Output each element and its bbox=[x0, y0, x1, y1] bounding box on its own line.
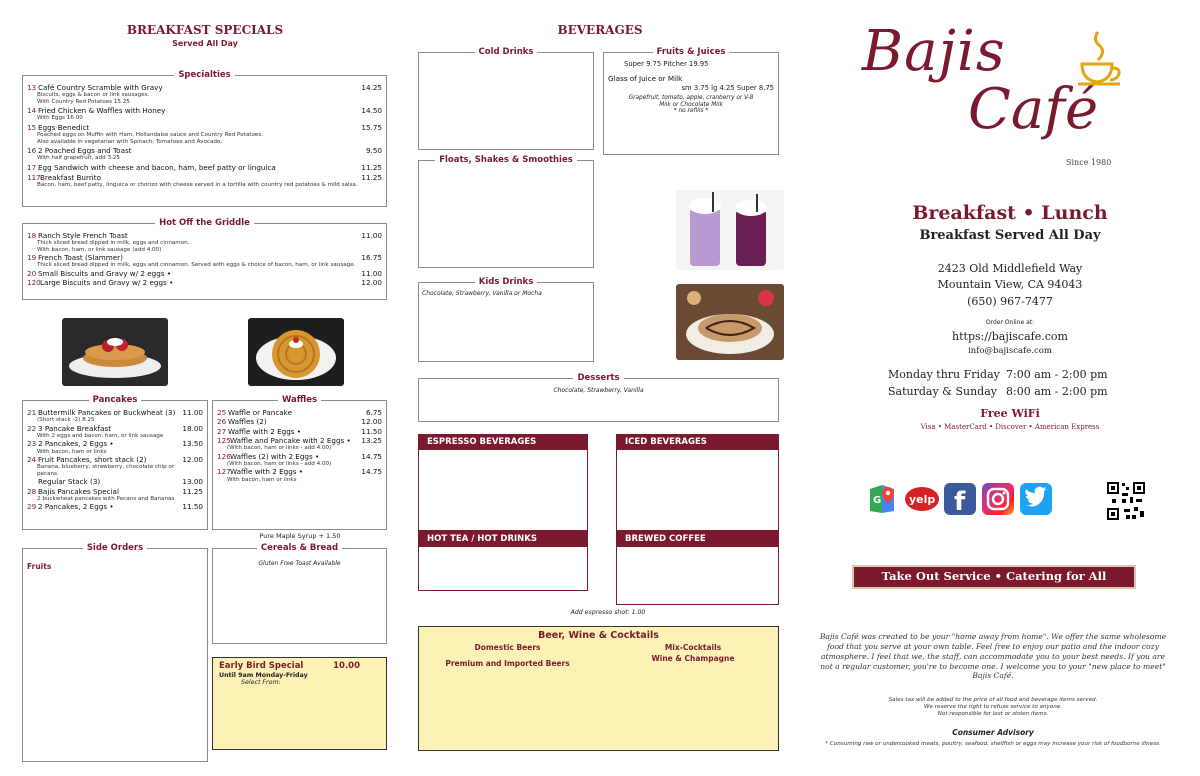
email-link[interactable]: info@bajiscafe.com bbox=[968, 346, 1052, 356]
menu-item-price: 12.00 bbox=[361, 278, 382, 288]
gluten-free-note: Gluten Free Toast Available bbox=[258, 560, 341, 567]
menu-item bbox=[27, 107, 382, 122]
menu-item-row bbox=[27, 232, 382, 240]
mix-title: Mix-Cocktails bbox=[664, 642, 722, 652]
beer-wine-box bbox=[418, 626, 779, 751]
instagram-icon[interactable] bbox=[982, 483, 1014, 515]
juice-note-3: * no refills * bbox=[673, 108, 709, 115]
since-1980: Since 1980 bbox=[1066, 158, 1112, 167]
menu-item-price: 12.00 bbox=[361, 417, 382, 427]
menu-item-row bbox=[27, 164, 382, 172]
menu-item-left bbox=[217, 418, 267, 426]
desserts-box bbox=[418, 373, 779, 422]
menu-item bbox=[217, 468, 382, 483]
menu-item-name: Small Biscuits and Gravy w/ 2 eggs • bbox=[38, 268, 172, 278]
menu-item-name: Bajis Pancakes Special bbox=[38, 486, 119, 496]
menu-item bbox=[27, 147, 382, 162]
cereals-box bbox=[212, 543, 387, 644]
menu-item-name: Ranch Style French Toast bbox=[38, 231, 128, 240]
menu-item bbox=[217, 418, 382, 426]
menu-item-number: 25 bbox=[217, 408, 227, 417]
menu-item-price: 15.75 bbox=[361, 122, 382, 132]
pancakes-box bbox=[22, 395, 208, 530]
menu-item-name: 2 Pancakes, 2 Eggs • bbox=[38, 439, 114, 449]
menu-item-description: With bacon, ham or links bbox=[37, 448, 107, 455]
menu-item-name: Waffles (2) with 2 Eggs • bbox=[230, 451, 320, 461]
menu-item-left bbox=[27, 456, 147, 464]
cards-accepted: Visa • MasterCard • Discover • American Express bbox=[920, 423, 1100, 431]
menu-item-left bbox=[217, 437, 351, 445]
menu-item-number: 15 bbox=[27, 122, 37, 132]
specialties-box bbox=[22, 70, 387, 207]
address-line2: Mountain View, CA 94043 bbox=[937, 278, 1083, 291]
facebook-icon[interactable] bbox=[944, 483, 976, 515]
menu-item bbox=[27, 503, 203, 511]
espresso-title: ESPRESSO BEVERAGES bbox=[419, 435, 587, 450]
wine-title: Wine & Champagne bbox=[651, 653, 735, 663]
menu-item-name: 2 Pancakes, 2 Eggs • bbox=[38, 502, 114, 512]
menu-item-row bbox=[27, 488, 203, 496]
menu-item-left bbox=[27, 409, 175, 417]
menu-item-left bbox=[27, 279, 173, 287]
early-bird-until: Until 9am Monday-Friday bbox=[219, 671, 308, 679]
menu-item-row bbox=[27, 409, 203, 417]
juice-note-2: Milk or Chocolate Milk bbox=[659, 101, 723, 108]
qr-code-icon[interactable] bbox=[1106, 481, 1146, 521]
iced-title: ICED BEVERAGES bbox=[617, 435, 778, 450]
waffle-photo bbox=[248, 318, 344, 386]
menu-item-name: Egg Sandwich with cheese and bacon, ham, beef patty or linguica bbox=[38, 162, 276, 172]
menu-item-price: 11.00 bbox=[361, 268, 382, 278]
menu-item bbox=[217, 437, 382, 452]
menu-item-left bbox=[27, 425, 111, 433]
menu-item-number: 17 bbox=[27, 162, 37, 172]
menu-item-description: With bacon, ham or links bbox=[227, 476, 297, 483]
menu-item bbox=[27, 279, 382, 287]
menu-item-number: 125 bbox=[217, 435, 231, 445]
menu-item-description: Poached eggs on Muffin with Ham, Hollandaise sauce and Country Red Potatoes. bbox=[37, 132, 264, 139]
cereals-title: Cereals & Bread bbox=[257, 543, 342, 553]
menu-item-price: 12.00 bbox=[182, 455, 203, 465]
menu-item bbox=[27, 164, 382, 172]
menu-item bbox=[217, 453, 382, 468]
maple-syrup-note: Pure Maple Syrup + 1.50 bbox=[259, 532, 341, 540]
menu-item-number: 20 bbox=[27, 268, 37, 278]
address-line1: 2423 Old Middlefield Way bbox=[937, 262, 1083, 275]
twitter-icon[interactable] bbox=[1020, 483, 1052, 515]
menu-item-row bbox=[27, 147, 382, 155]
domestic-title: Domestic Beers bbox=[474, 642, 541, 652]
menu-item-row bbox=[27, 425, 203, 433]
shakes-photo bbox=[676, 190, 784, 270]
menu-item-row bbox=[27, 279, 382, 287]
hours-weekend-time: 8:00 am - 2:00 pm bbox=[1006, 385, 1108, 398]
glass-juice: Glass of Juice or Milk bbox=[608, 73, 683, 83]
menu-item-number: 23 bbox=[27, 439, 37, 449]
menu-item-number: 22 bbox=[27, 423, 37, 433]
google-maps-icon[interactable] bbox=[866, 483, 898, 515]
menu-item-left bbox=[27, 164, 276, 172]
menu-item-row bbox=[27, 174, 382, 182]
menu-item-number: 27 bbox=[217, 426, 227, 436]
menu-item-price: 18.00 bbox=[182, 423, 203, 433]
menu-item-description: Also available in vegetarian with Spinach, Tomatoes and Avocado. bbox=[37, 138, 223, 145]
tagline: Breakfast • Lunch bbox=[912, 202, 1108, 224]
early-bird-price: 10.00 bbox=[333, 661, 360, 671]
logo-bajis: Bajis bbox=[862, 19, 1006, 84]
menu-item-number: 19 bbox=[27, 253, 37, 263]
menu-item-price: 11.00 bbox=[361, 231, 382, 240]
menu-item-price: 14.25 bbox=[361, 83, 382, 92]
menu-item-name: Regular Stack (3) bbox=[38, 477, 101, 487]
early-bird-select: Select From: bbox=[241, 679, 281, 686]
menu-item-description: Banana, blueberry, strawberry, chocolate chip or bbox=[37, 464, 175, 471]
kids-title: Kids Drinks bbox=[475, 277, 538, 287]
glass-prices: sm 3.75 lg 4.25 Super 8.75 bbox=[681, 84, 774, 93]
menu-item bbox=[27, 409, 203, 424]
menu-item-left bbox=[27, 440, 114, 448]
takeout-catering-banner: Take Out Service • Catering for All Occasions bbox=[852, 565, 1136, 589]
menu-item-price: 14.75 bbox=[361, 451, 382, 461]
breakfast-subtitle: Served All Day bbox=[172, 39, 238, 48]
beverages-title: BEVERAGES bbox=[557, 23, 643, 37]
menu-item-name: French Toast (Slammer) bbox=[38, 253, 123, 263]
menu-item-number: 24 bbox=[27, 455, 37, 465]
floats-box bbox=[418, 155, 594, 268]
menu-item-name: Waffles (2) bbox=[228, 417, 267, 427]
menu-item-description: With 2 eggs and bacon, ham, or link sausage bbox=[37, 432, 164, 439]
not-responsible-note: Not responsible for lost or stolen items. bbox=[937, 711, 1049, 717]
hottea-title: HOT TEA / HOT DRINKS bbox=[419, 532, 587, 547]
menu-item-price: 11.50 bbox=[182, 502, 203, 512]
beer-wine-title: Beer, Wine & Cocktails bbox=[538, 630, 659, 641]
pancakes-title: Pancakes bbox=[89, 395, 142, 405]
menu-item-row bbox=[27, 440, 203, 448]
menu-item-price: 14.75 bbox=[361, 467, 382, 477]
menu-item-price: 13.00 bbox=[182, 477, 203, 487]
menu-item-name: Fruit Pancakes, short stack (2) bbox=[38, 455, 147, 465]
menu-item-description: (With bacon, ham or links - add 4.00) bbox=[227, 445, 332, 452]
svg-text:f: f bbox=[954, 487, 966, 515]
menu-item-left bbox=[27, 147, 132, 155]
brewed-title: BREWED COFFEE bbox=[617, 532, 778, 547]
menu-item-left bbox=[27, 488, 119, 496]
side-orders-box bbox=[22, 543, 208, 762]
menu-item-description: (With bacon, ham or links - add 4.00) bbox=[227, 460, 332, 467]
menu-item bbox=[27, 174, 382, 189]
coffee-cup-icon bbox=[1078, 30, 1124, 86]
side-orders-title: Side Orders bbox=[83, 543, 147, 553]
specialties-title: Specialties bbox=[174, 70, 234, 80]
svg-text:G: G bbox=[873, 495, 882, 506]
menu-item-number: 18 bbox=[27, 231, 37, 240]
waffles-title: Waffles bbox=[278, 395, 321, 405]
early-bird-title: Early Bird Special bbox=[219, 661, 304, 671]
menu-item-name: Breakfast Burrito bbox=[40, 172, 101, 182]
menu-item-description: With Eggs 16.00 bbox=[37, 115, 83, 122]
menu-item-name: Waffle and Pancake with 2 Eggs • bbox=[230, 435, 351, 445]
menu-item-description: (Short stack -2) 8.25 bbox=[37, 417, 95, 424]
menu-item-row bbox=[27, 478, 203, 486]
menu-item-left bbox=[27, 124, 89, 132]
free-wifi: Free WiFi bbox=[980, 407, 1040, 420]
menu-item-description: With half grapefruit, add 3.25 bbox=[37, 155, 120, 162]
fruits-juices-box bbox=[603, 47, 779, 155]
kids-note: Chocolate, Strawberry, Vanilla or Mocha bbox=[422, 290, 542, 297]
menu-item-left bbox=[27, 174, 101, 182]
cold-drinks-title: Cold Drinks bbox=[475, 47, 538, 57]
waffles-box bbox=[212, 395, 387, 530]
menu-item-left bbox=[27, 254, 123, 262]
cold-drinks-box bbox=[418, 47, 594, 150]
menu-item-name: Fried Chicken & Waffles with Honey bbox=[38, 106, 166, 116]
order-online-label: Order Online at: bbox=[985, 319, 1035, 326]
menu-item bbox=[27, 270, 382, 278]
menu-item-number: 127 bbox=[217, 467, 231, 477]
kids-box bbox=[418, 277, 594, 362]
menu-item bbox=[27, 425, 203, 440]
menu-item-description: pecans. bbox=[37, 470, 59, 477]
iced-box bbox=[616, 434, 779, 531]
menu-item-price: 16.75 bbox=[361, 253, 382, 263]
menu-item-row bbox=[27, 84, 382, 92]
menu-item-description: 2 buckwheat pancakes with Pecans and Bananas bbox=[37, 495, 175, 502]
menu-item-row bbox=[27, 107, 382, 115]
menu-item-number: 126 bbox=[217, 451, 231, 461]
menu-item bbox=[27, 456, 203, 477]
oj-super-pitcher: Super 9.75 Pitcher 19.95 bbox=[624, 60, 709, 68]
menu-item-number: 26 bbox=[217, 417, 227, 427]
menu-item-name: Large Biscuits and Gravy w/ 2 eggs • bbox=[40, 278, 174, 288]
hours-weekday-days: Monday thru Friday bbox=[888, 368, 1000, 381]
menu-item-left bbox=[27, 270, 171, 278]
menu-item-price: 13.25 bbox=[361, 435, 382, 445]
fruits-title: Fruits bbox=[27, 562, 52, 571]
menu-item-left bbox=[217, 453, 319, 461]
menu-item-number: 28 bbox=[27, 486, 37, 496]
breakfast-title: BREAKFAST SPECIALS bbox=[126, 23, 284, 37]
griddle-title: Hot Off the Griddle bbox=[155, 218, 254, 228]
menu-item-price: 11.50 bbox=[361, 426, 382, 436]
juice-note-1: Grapefruit, tomato, apple, cranberry or V-8 bbox=[628, 94, 754, 101]
menu-item-row bbox=[217, 418, 382, 426]
menu-item-description: Thick sliced bread dipped in milk, eggs and cinnamon. bbox=[37, 240, 190, 247]
menu-item-number: 13 bbox=[27, 83, 37, 92]
menu-item-row bbox=[217, 437, 382, 445]
menu-item-name: 2 Poached Eggs and Toast bbox=[38, 145, 132, 155]
logo-cafe: Café bbox=[968, 77, 1099, 142]
menu-item-number: 120 bbox=[27, 278, 41, 288]
yelp-icon[interactable] bbox=[904, 483, 940, 515]
menu-item-name: Eggs Benedict bbox=[38, 122, 90, 132]
reserve-right-note: We reserve the right to refuse service to anyone. bbox=[923, 704, 1063, 710]
menu-item-row bbox=[217, 428, 382, 436]
espresso-shot-note: Add espresso shot: 1.00 bbox=[570, 609, 646, 616]
menu-item-left bbox=[27, 503, 114, 511]
fruits-juices-title: Fruits & Juices bbox=[653, 47, 730, 57]
menu-item-price: 11.25 bbox=[361, 172, 382, 182]
desserts-note: Chocolate, Strawberry, Vanilla bbox=[553, 387, 644, 394]
menu-item-name: Waffle with 2 Eggs • bbox=[228, 426, 302, 436]
phone-number: (650) 967-7477 bbox=[967, 295, 1053, 308]
menu-item-row bbox=[217, 468, 382, 476]
menu-item bbox=[27, 232, 382, 253]
about-text: Bajis Café was created to be your "home away from home". We offer the same wholesome food that you serve at your own table. Feel free to enjoy our patio and the indoor cozy atmosphere. I feel that we, the staff, can accommodate you to your best needs. If you are not a regular customer, you're to become one. I welcome you to your "new place to meet" Bajis Café. bbox=[819, 632, 1167, 681]
menu-item-description: With Country Red Potatoes 15.25 bbox=[37, 98, 130, 105]
menu-item bbox=[27, 254, 382, 269]
premium-title: Premium and Imported Beers bbox=[445, 658, 570, 668]
menu-item-row bbox=[27, 503, 203, 511]
menu-item-row bbox=[27, 270, 382, 278]
brewed-box bbox=[616, 531, 779, 605]
menu-item-name: Waffle with 2 Eggs • bbox=[230, 467, 304, 477]
menu-item bbox=[217, 428, 382, 436]
menu-item-number: 29 bbox=[27, 502, 37, 512]
menu-item-left bbox=[27, 232, 128, 240]
menu-item-row bbox=[217, 453, 382, 461]
menu-item-price: 11.00 bbox=[182, 408, 203, 417]
menu-item-number: 16 bbox=[27, 145, 37, 155]
consumer-advisory-title: Consumer Advisory bbox=[952, 728, 1034, 737]
menu-item-name: 3 Pancake Breakfast bbox=[38, 423, 112, 433]
menu-item-name: Waffle or Pancake bbox=[228, 408, 292, 417]
menu-item-left bbox=[217, 428, 301, 436]
griddle-box bbox=[22, 218, 387, 300]
svg-text:yelp: yelp bbox=[909, 493, 936, 506]
pancakes-photo bbox=[62, 318, 168, 386]
early-bird-box bbox=[212, 657, 387, 750]
menu-item-price: 14.50 bbox=[361, 106, 382, 116]
menu-item-name: Buttermilk Pancakes or Buckwheat (3) bbox=[38, 408, 176, 417]
menu-item-left bbox=[27, 84, 163, 92]
menu-item-left bbox=[27, 478, 100, 486]
menu-item-row bbox=[217, 409, 382, 417]
desserts-title: Desserts bbox=[573, 373, 623, 383]
consumer-advisory-text: * Consuming raw or undercooked meats, poultry, seafood, shellfish or eggs may increase your risk of foodborne illness. bbox=[825, 741, 1161, 747]
menu-item-row bbox=[27, 124, 382, 132]
menu-item bbox=[217, 409, 382, 417]
menu-item bbox=[27, 478, 203, 486]
hours-weekday-time: 7:00 am - 2:00 pm bbox=[1006, 368, 1108, 381]
menu-item-row bbox=[27, 254, 382, 262]
menu-item bbox=[27, 488, 203, 503]
menu-item-description: Bacon, ham, beef patty, linguica or chorizo with cheese served in a tortilla with country red potatoes & mild salsa. bbox=[37, 182, 358, 189]
menu-item-price: 11.25 bbox=[182, 486, 203, 496]
menu-item-description: Thick sliced bread dipped in milk, eggs and cinnamon. Served with eggs & choice of bacon, ham, or link sausage. bbox=[37, 262, 356, 269]
sales-tax-note: Sales tax will be added to the price of all food and beverage items served. bbox=[888, 697, 1098, 703]
menu-item-price: 6.75 bbox=[365, 408, 382, 417]
menu-item-name: Café Country Scramble with Gravy bbox=[38, 83, 163, 92]
hottea-box bbox=[418, 531, 588, 591]
menu-item-left bbox=[217, 468, 303, 476]
served-all-day: Breakfast Served All Day bbox=[919, 228, 1101, 243]
menu-item-description: With bacon, ham, or link sausage (add 4.00) bbox=[37, 246, 162, 253]
floats-title: Floats, Shakes & Smoothies bbox=[435, 155, 577, 165]
menu-item-price: 13.50 bbox=[182, 439, 203, 449]
menu-item-price: 9.50 bbox=[365, 145, 382, 155]
menu-item-description: Biscuits, eggs & bacon or link sausages. bbox=[37, 92, 150, 99]
menu-item-left bbox=[27, 107, 165, 115]
menu-item-price: 11.25 bbox=[361, 162, 382, 172]
website-link[interactable]: https://bajiscafe.com bbox=[952, 330, 1068, 343]
coffee-cake-photo bbox=[676, 284, 784, 360]
menu-item-row bbox=[27, 456, 203, 464]
espresso-box bbox=[418, 434, 588, 531]
menu-item bbox=[27, 84, 382, 105]
menu-item bbox=[27, 440, 203, 455]
menu-item-number: 21 bbox=[27, 408, 37, 417]
menu-item-left bbox=[217, 409, 292, 417]
menu-item-number: 14 bbox=[27, 106, 37, 116]
hours-weekend-days: Saturday & Sunday bbox=[888, 385, 997, 398]
menu-item-number: 117 bbox=[27, 172, 41, 182]
menu-item bbox=[27, 124, 382, 145]
